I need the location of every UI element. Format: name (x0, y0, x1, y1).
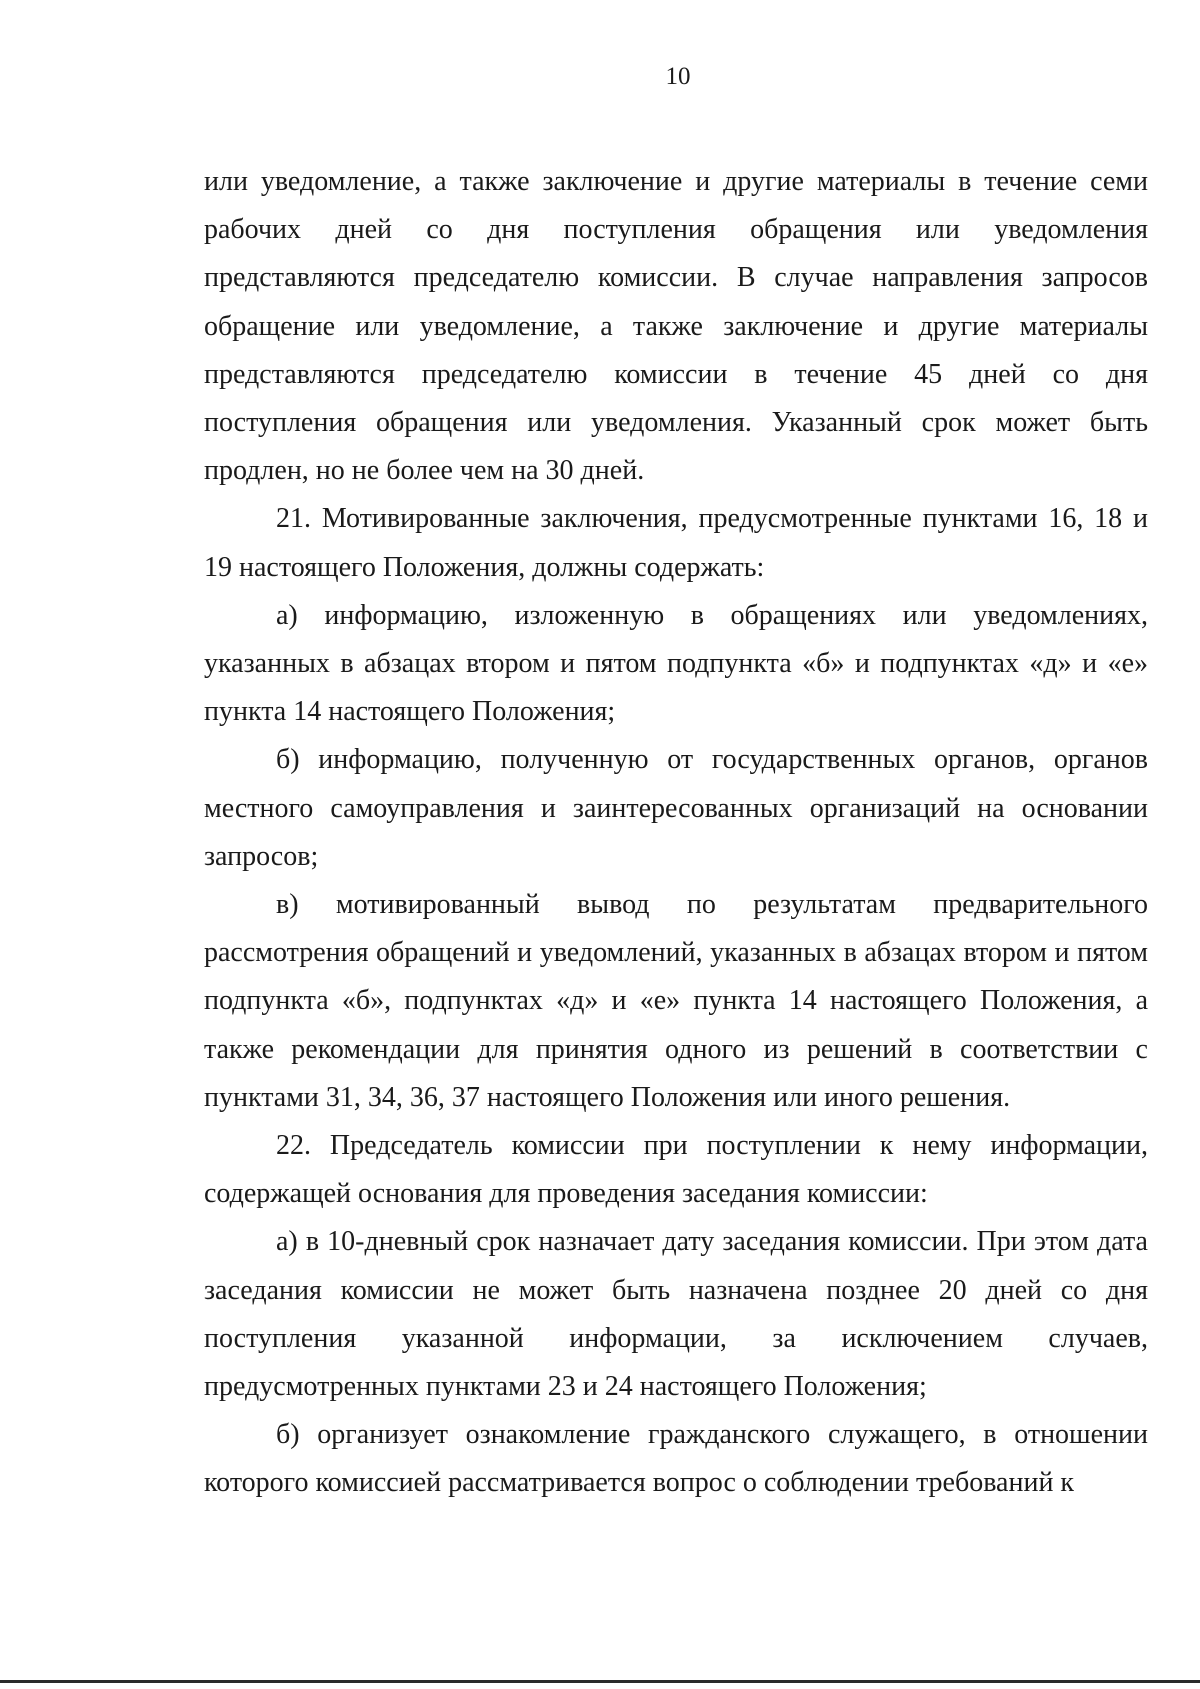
paragraph-item-22a: а) в 10-дневный срок назначает дату заседания комиссии. При этом дата заседания комиссии не может быть назначена позднее 20 дней со дня поступления указанной информации, за исключением случаев, предусмотренных пунктами 23 и 24 настоящего Положения; (204, 1226, 1148, 1403)
paragraph-item-22b: б) организует ознакомление гражданского служащего, в отношении которого комиссией рассматривается вопрос о соблюдении требований к (204, 1419, 1148, 1499)
paragraph-item-22: 22. Председатель комиссии при поступлении к нему информации, содержащей основания для проведения заседания комиссии: (204, 1130, 1148, 1210)
paragraph-item-21a: а) информацию, изложенную в обращениях или уведомлениях, указанных в абзацах втором и пятом подпункта «б» и подпунктах «д» и «е» пункта 14 настоящего Положения; (204, 599, 1148, 728)
paragraph-item-21: 21. Мотивированные заключения, предусмотренные пунктами 16, 18 и 19 настоящего Положения, должны содержать: (204, 503, 1148, 583)
scan-bottom-edge-line (0, 1680, 1200, 1683)
paragraph-continuation: или уведомление, а также заключение и другие материалы в течение семи рабочих дней со дня поступления обращения или уведомления представляются председателю комиссии. В случае направления запросов обращение или уведомление, а также заключение и другие материалы представляются председателю комиссии в течение 45 дней со дня поступления обращения или уведомления. Указанный срок может быть продлен, но не более чем на 30 дней. (204, 166, 1148, 487)
document-body (204, 158, 1148, 1508)
page-number: 10 (665, 63, 691, 90)
paragraph-item-21v: в) мотивированный вывод по результатам предварительного рассмотрения обращений и уведомлений, указанных в абзацах втором и пятом подпункта «б», подпунктах «д» и «е» пункта 14 настоящего Положения, а также рекомендации для принятия одного из решений в соответствии с пунктами 31, 34, 36, 37 настоящего Положения или иного решения. (204, 889, 1148, 1113)
paragraph-item-21b: б) информацию, полученную от государственных органов, органов местного самоуправления и заинтересованных организаций на основании запросов; (204, 744, 1148, 872)
